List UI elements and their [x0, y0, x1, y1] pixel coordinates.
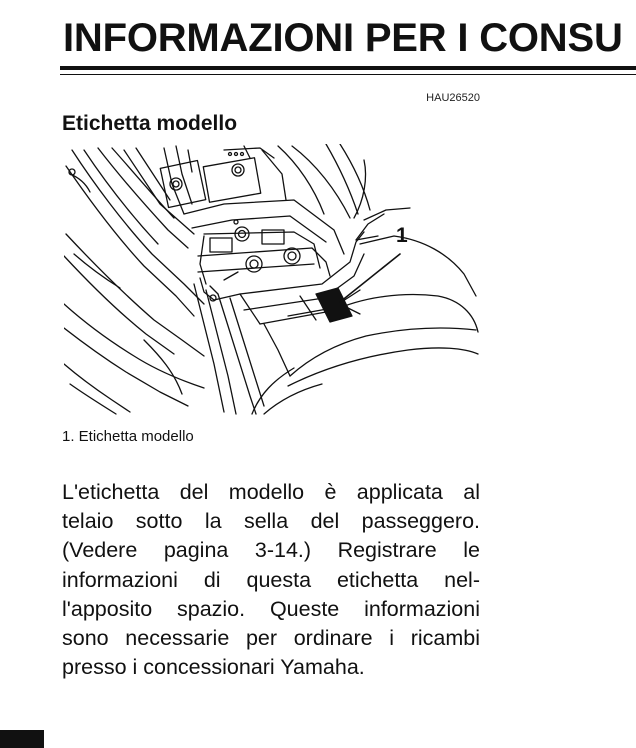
page-header-title: INFORMAZIONI PER I CONSU: [63, 16, 623, 60]
page-corner-tab: [0, 730, 44, 748]
callout-leader-line: [340, 254, 400, 302]
figure-caption: 1. Etichetta modello: [62, 428, 194, 445]
page-header: [60, 14, 636, 70]
header-rule-thick: [60, 66, 636, 70]
body-paragraph: [62, 478, 480, 682]
body-line: informazioni di questa etichetta nel-: [62, 567, 480, 592]
motorcycle-frame-drawing: [64, 144, 478, 414]
body-line: sono necessarie per ordinare i ricambi: [62, 625, 480, 650]
section-title: Etichetta modello: [62, 112, 238, 135]
callout-number: 1: [396, 224, 408, 247]
body-line: L'etichetta del modello è applicata al: [62, 480, 480, 504]
document-code: HAU26520: [426, 92, 480, 104]
header-rule-thin: [60, 74, 636, 75]
body-line: telaio sotto la sella del passeggero.: [62, 509, 480, 534]
model-label-plate: [316, 288, 352, 322]
body-line: presso i concessionari Yamaha.: [62, 655, 365, 680]
body-line: l'apposito spazio. Queste informazioni: [62, 596, 480, 621]
model-label-illustration: [64, 144, 480, 416]
body-line: (Vedere pagina 3-14.) Registrare le: [62, 538, 480, 563]
